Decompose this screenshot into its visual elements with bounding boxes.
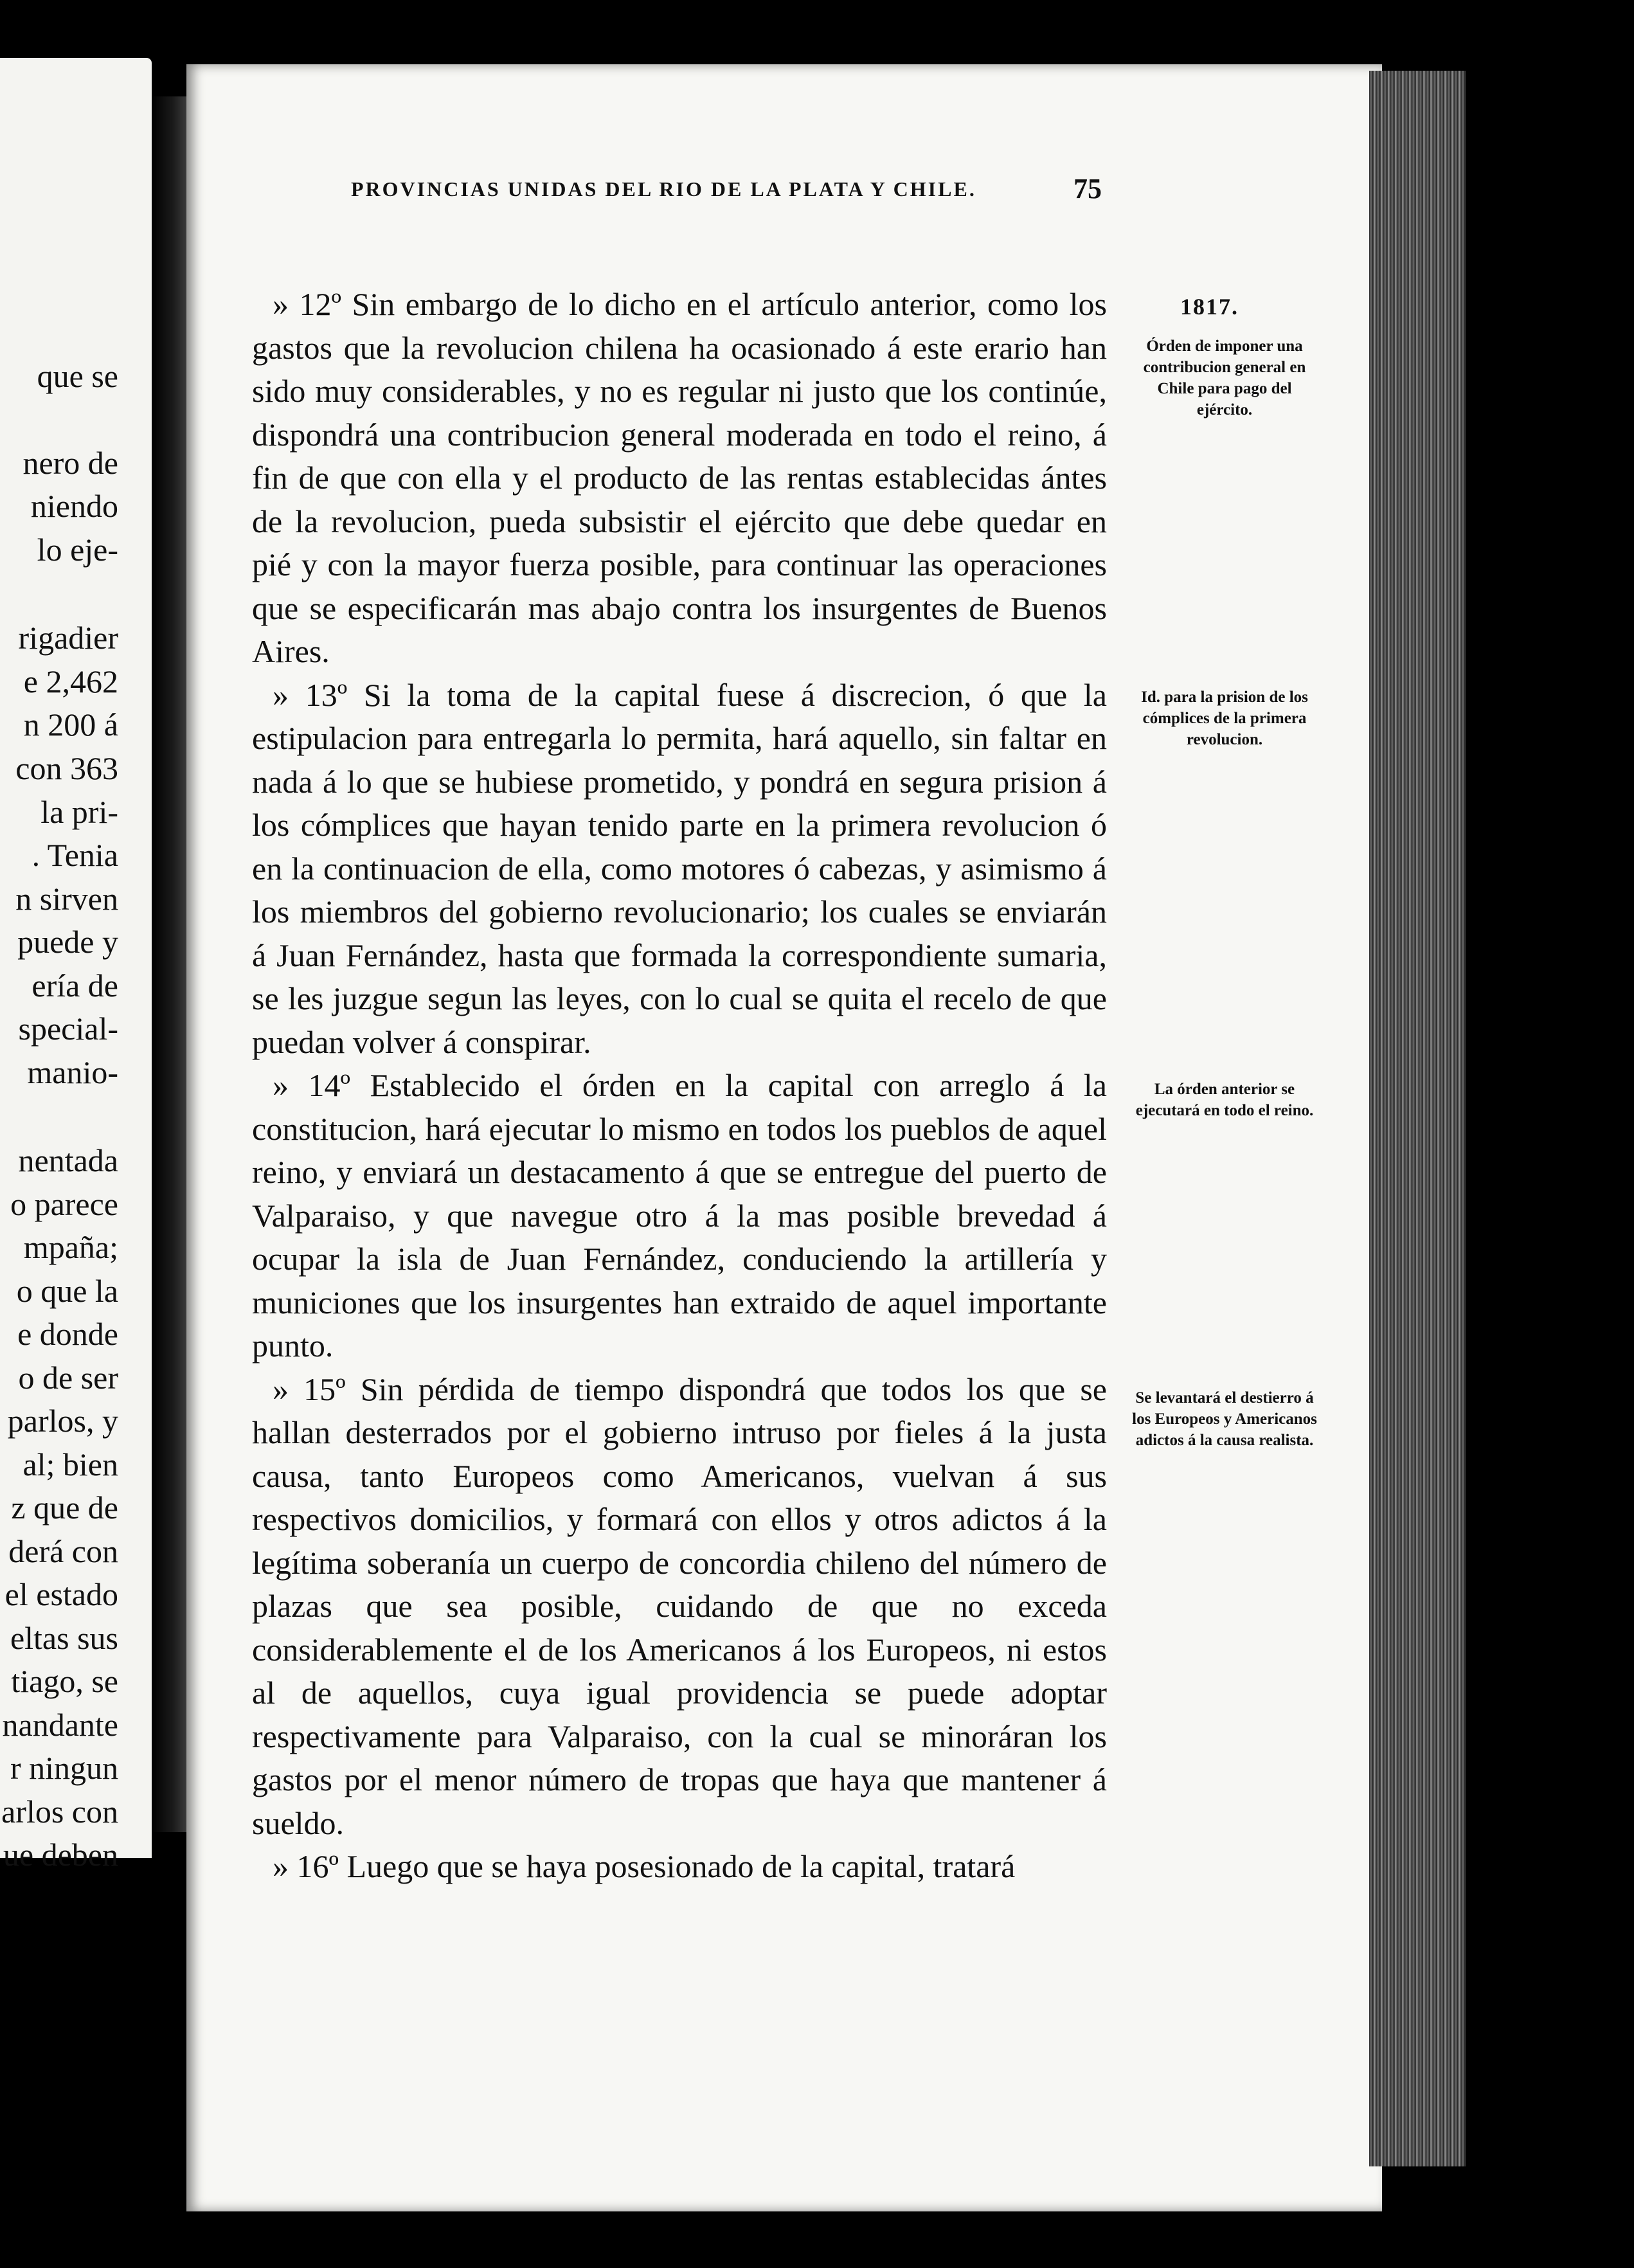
margin-year: 1817. [1180,294,1239,320]
left-fragment: tiago, se [11,1663,118,1699]
left-fragment: n sirven [15,881,118,917]
paragraph-article-14: » 14º Establecido el órden en la capital con arreglo á la constitucion, hará ejecutar lo mismo en todos los pueblos de aquel reino, y enviará un destacamento á que se entregue del puerto de Valparaiso, y que navegue otro á la mas posible brevedad á ocupar la isla de Juan Fernández, conduciendo la artillería y municiones que los insurgentes han extraido de aquel importante punto. [252,1067,1107,1364]
left-fragment: la pri- [40,794,118,830]
paragraph-article-15: » 15º Sin pérdida de tiempo dispondrá que todos los que se hallan desterrados por el gobierno intruso por fieles á la justa causa, tanto Europeos como Americanos, vuelvan á sus respectivos domicilios, y formará con ellos y otros adictos á la legítima soberanía un cuerpo de concordia chileno del número de plazas que sea posible, cuidando de que no exceda considerablemente el de los Americanos á los Europeos, ni estos al de aquellos, cuya igual providencia se puede adoptar respectivamente para Valparaiso, con la cual se minoráran los gastos por el menor número de tropas que haya que mantener á sueldo. [252,1371,1107,1841]
margin-note: Se levantará el destierro á los Europeos y Americanos adictos á la causa realista. [1132,1389,1317,1449]
left-fragment: o de ser [18,1360,118,1396]
page-edges [1369,71,1466,2166]
left-fragment: e donde [17,1316,118,1352]
left-fragment: lo eje- [37,532,118,568]
left-fragment: parlos, y [7,1403,118,1439]
left-fragment: el estado [4,1576,118,1612]
left-fragment: al; bien [22,1446,118,1482]
left-fragment: ue deben [3,1837,118,1873]
left-fragment: arlos con [1,1794,118,1830]
margin-note: La órden anterior se ejecutará en todo el reino. [1135,1081,1314,1119]
page-number: 75 [1073,173,1102,204]
left-fragment: que se [37,358,118,394]
left-fragment: manio- [27,1054,118,1090]
left-fragment: con 363 [15,750,118,786]
left-fragment: z que de [11,1490,118,1526]
page-header [231,172,1102,211]
left-fragment: n 200 á [23,706,118,742]
left-fragment: rigadier [18,620,118,656]
paragraph-article-12: » 12º Sin embargo de lo dicho en el artículo anterior, como los gastos que la revolucion chilena ha ocasionado á este erario han sido muy considerables, y no es regular ni justo que los continúe, dispondrá una contribucion general moderada en todo el reino, á fin de que con ella y el producto de las rentas establecidas ántes de la revolucion, pueda subsistir el ejército que debe quedar en pié y con la mayor fuerza posible, para continuar las operaciones que se especificarán mas abajo contra los insurgentes de Buenos Aires. [252,286,1107,669]
left-fragment: eltas sus [10,1620,118,1656]
left-fragment: o que la [16,1273,118,1309]
left-fragment: special- [18,1011,118,1047]
left-fragment: nandante [2,1707,118,1743]
left-fragment: e 2,462 [23,663,118,699]
previous-page-fragment [0,58,152,1873]
left-fragment: nero de [22,445,118,481]
paragraph-article-16: » 16º Luego que se haya posesionado de la capital, tratará [273,1848,1016,1884]
left-fragment: ería de [31,968,118,1004]
margin-note: Id. para la prision de los cómplices de la primera revolucion. [1141,688,1308,748]
paragraph-article-13: » 13º Si la toma de la capital fuese á discrecion, ó que la estipulacion para entregarla lo permita, hará aquello, sin faltar en nada á lo que se hubiese prometido, y pondrá en segura prision á los cómplices que hayan tenido parte en la primera revolucion ó en la continuacion de ella, como motores ó cabezas, y asimismo á los miembros del gobierno revolucionario; los cuales se enviarán á Juan Fernández, hasta que formada la correspondiente sumaria, se les juzgue segun las leyes, con lo cual se quita el recelo de que puedan volver á conspirar. [252,676,1107,1060]
body-text [252,283,1107,1889]
left-fragment: r ningun [10,1750,118,1786]
left-fragment: o parece [10,1186,118,1222]
left-fragment: nentada [18,1142,118,1178]
book-gutter [152,96,186,1832]
running-title: PROVINCIAS UNIDAS DEL RIO DE LA PLATA Y CHILE. [351,177,976,201]
margin-note: Órden de imponer una contribucion general en Chile para pago del ejército. [1143,338,1306,419]
left-fragment: . Tenia [31,837,118,873]
left-fragment: mpaña; [23,1229,118,1265]
left-fragment: derá con [8,1533,118,1569]
left-fragment: niendo [30,488,118,524]
left-fragment: puede y [17,924,118,960]
